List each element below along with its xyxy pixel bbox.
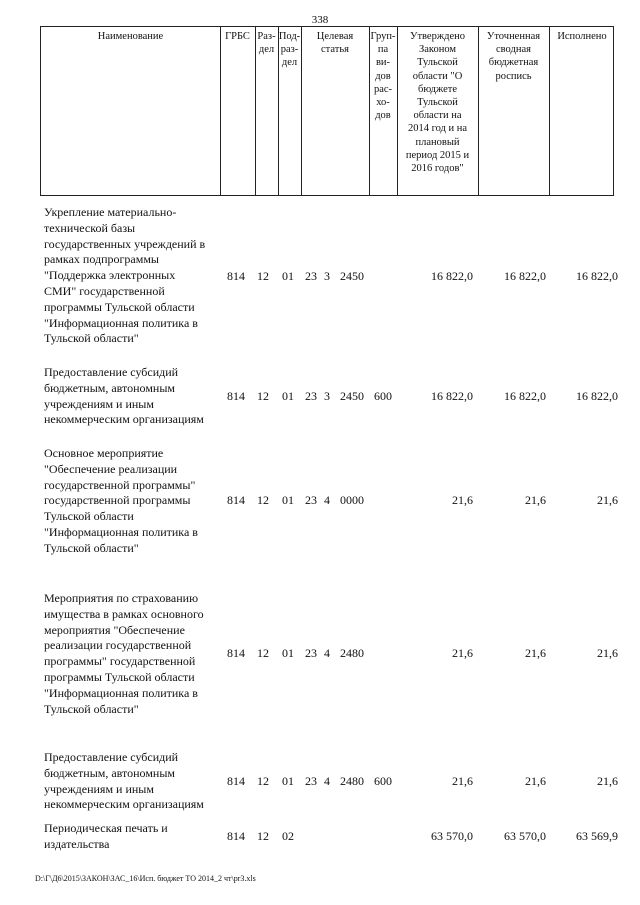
row-grbs: 814 — [227, 493, 245, 507]
header-divider — [549, 27, 550, 195]
row-razdel: 12 — [257, 493, 269, 507]
row-grbs: 814 — [227, 646, 245, 660]
row-target-code: 2450 — [340, 269, 364, 283]
row-group: 600 — [374, 389, 392, 403]
row-refined: 21,6 — [525, 774, 546, 788]
row-razdel: 12 — [257, 774, 269, 788]
row-razdel: 12 — [257, 829, 269, 843]
row-grbs: 814 — [227, 269, 245, 283]
page-number: 338 — [311, 14, 329, 26]
row-podrazdel: 01 — [282, 774, 294, 788]
row-target-code: 0000 — [340, 493, 364, 507]
row-target-code: 2480 — [340, 646, 364, 660]
row-podrazdel: 01 — [282, 269, 294, 283]
header-refined: Уточненная сводная бюджетная роспись — [486, 31, 541, 82]
table-header — [40, 26, 614, 196]
row-target-subprogram: 4 — [324, 774, 330, 788]
row-refined: 21,6 — [525, 493, 546, 507]
header-approved: Утверждено Законом Тульской области "О бюджете Тульской области на 2014 год и на плановый период 2015 и 2016 годов" — [405, 31, 470, 175]
row-name: Предоставление субсидий бюджетным, автономным учреждениям и иным некоммерческим организациям — [44, 365, 204, 427]
row-target-program: 23 — [305, 493, 317, 507]
row-grbs: 814 — [227, 774, 245, 788]
row-razdel: 12 — [257, 269, 269, 283]
row-refined: 63 570,0 — [504, 829, 546, 843]
row-target-program: 23 — [305, 646, 317, 660]
row-target-subprogram: 4 — [324, 646, 330, 660]
row-executed: 63 569,9 — [576, 829, 618, 843]
row-name: Периодическая печать и издательства — [44, 821, 168, 851]
row-podrazdel: 01 — [282, 493, 294, 507]
row-target-code: 2480 — [340, 774, 364, 788]
row-executed: 21,6 — [597, 774, 618, 788]
row-podrazdel: 01 — [282, 646, 294, 660]
row-refined: 16 822,0 — [504, 389, 546, 403]
row-approved: 16 822,0 — [431, 269, 473, 283]
row-executed: 16 822,0 — [576, 389, 618, 403]
header-target: Целевая статья — [316, 31, 354, 56]
row-approved: 16 822,0 — [431, 389, 473, 403]
header-podrazdel: Под- раз- дел — [278, 31, 301, 69]
header-grbs: ГРБС — [225, 31, 250, 42]
row-refined: 21,6 — [525, 646, 546, 660]
header-razdel: Раз- дел — [257, 31, 276, 56]
header-executed: Исполнено — [557, 31, 607, 42]
row-name: Мероприятия по страхованию имущества в рамках основного мероприятия "Обеспечение реализации государственной программы" государственной программы Тульской области "Информационная политика в Тульской области" — [44, 591, 204, 716]
row-group: 600 — [374, 774, 392, 788]
header-divider — [220, 27, 221, 195]
row-target-program: 23 — [305, 269, 317, 283]
row-name: Укрепление материально- технической базы государственных учреждений в рамках подпрограммы "Поддержка электронных СМИ" государственной программы Тульской области "Информационная политика в Тульской области" — [44, 205, 206, 346]
row-podrazdel: 02 — [282, 829, 294, 843]
row-approved: 63 570,0 — [431, 829, 473, 843]
row-target-code: 2450 — [340, 389, 364, 403]
row-executed: 16 822,0 — [576, 269, 618, 283]
row-razdel: 12 — [257, 389, 269, 403]
row-target-program: 23 — [305, 389, 317, 403]
row-target-subprogram: 4 — [324, 493, 330, 507]
file-path-footer: D:\Г\Д6\2015\ЗАКОН\ЗАС_16\Исп. бюджет ТО 2014_2 чт\pr3.xls — [35, 874, 256, 883]
row-target-program: 23 — [305, 774, 317, 788]
row-target-subprogram: 3 — [324, 269, 330, 283]
row-grbs: 814 — [227, 829, 245, 843]
row-name: Основное мероприятие "Обеспечение реализации государственной программы" государственной программы Тульской области "Информационная политика в Тульской области" — [44, 446, 198, 555]
header-group: Груп- па ви- дов рас- хо- дов — [370, 31, 396, 122]
row-podrazdel: 01 — [282, 389, 294, 403]
row-razdel: 12 — [257, 646, 269, 660]
row-grbs: 814 — [227, 389, 245, 403]
row-name: Предоставление субсидий бюджетным, автономным учреждениям и иным некоммерческим организациям — [44, 750, 204, 812]
row-approved: 21,6 — [452, 774, 473, 788]
row-target-subprogram: 3 — [324, 389, 330, 403]
header-name: Наименование — [97, 31, 164, 42]
row-approved: 21,6 — [452, 646, 473, 660]
row-executed: 21,6 — [597, 493, 618, 507]
row-approved: 21,6 — [452, 493, 473, 507]
row-executed: 21,6 — [597, 646, 618, 660]
row-refined: 16 822,0 — [504, 269, 546, 283]
